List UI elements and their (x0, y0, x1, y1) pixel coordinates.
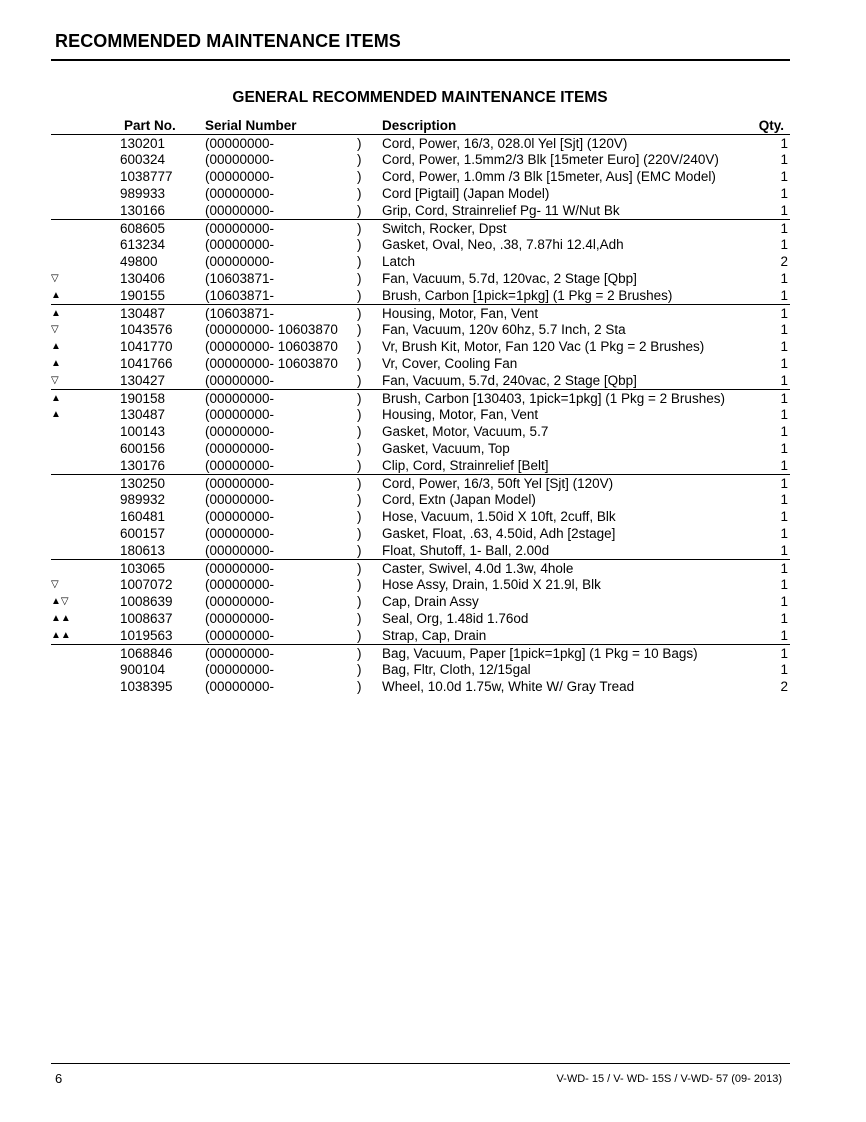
serial-close-paren: ) (357, 322, 362, 337)
table-row (51, 457, 790, 474)
part-number: 160481 (120, 509, 166, 524)
row-marker: ▽ (51, 273, 59, 284)
serial-number: (00000000- (205, 169, 275, 184)
part-number: 190158 (120, 391, 166, 406)
serial-number: (00000000- (205, 509, 275, 524)
table-row (51, 389, 790, 406)
quantity: 1 (780, 646, 788, 661)
serial-number: (00000000- (205, 526, 275, 541)
description: Vr, Cover, Cooling Fan (382, 356, 518, 371)
part-number: 1038777 (120, 169, 173, 184)
serial-close-paren: ) (357, 306, 362, 321)
quantity: 1 (780, 322, 788, 337)
description: Hose, Vacuum, 1.50id X 10ft, 2cuff, Blk (382, 509, 616, 524)
serial-number: (10603871- (205, 306, 275, 321)
description: Gasket, Float, .63, 4.50id, Adh [2stage] (382, 526, 616, 541)
serial-number: (00000000- (205, 577, 275, 592)
table-row (51, 168, 790, 185)
column-header-part: Part No. (124, 118, 176, 133)
part-number: 1038395 (120, 679, 173, 694)
description: Strap, Cap, Drain (382, 628, 487, 643)
serial-close-paren: ) (357, 543, 362, 558)
part-number: 900104 (120, 662, 166, 677)
quantity: 1 (780, 561, 788, 576)
row-marker: ▽ (51, 579, 59, 590)
serial-close-paren: ) (357, 203, 362, 218)
quantity: 2 (780, 254, 788, 269)
serial-number: (00000000- (205, 492, 275, 507)
part-number: 600157 (120, 526, 166, 541)
serial-number: (00000000- (205, 186, 275, 201)
description: Housing, Motor, Fan, Vent (382, 306, 539, 321)
quantity: 1 (780, 577, 788, 592)
serial-close-paren: ) (357, 254, 362, 269)
column-header-serial: Serial Number (205, 118, 297, 133)
serial-number: (00000000- (205, 662, 275, 677)
table-header-row (51, 117, 790, 134)
quantity: 1 (780, 288, 788, 303)
table-row (51, 338, 790, 355)
serial-number: (00000000- (205, 254, 275, 269)
part-number: 130427 (120, 373, 166, 388)
quantity: 1 (780, 203, 788, 218)
table-row (51, 423, 790, 440)
serial-close-paren: ) (357, 476, 362, 491)
serial-close-paren: ) (357, 169, 362, 184)
description: Cord, Power, 1.0mm /3 Blk [15meter, Aus] (EMC Model) (382, 169, 716, 184)
quantity: 1 (780, 136, 788, 151)
part-number: 1041770 (120, 339, 173, 354)
serial-close-paren: ) (357, 577, 362, 592)
serial-number: (10603871- (205, 271, 275, 286)
serial-number: (00000000- (205, 561, 275, 576)
part-number: 600156 (120, 441, 166, 456)
quantity: 1 (780, 271, 788, 286)
part-number: 989933 (120, 186, 166, 201)
serial-close-paren: ) (357, 424, 362, 439)
quantity: 1 (780, 391, 788, 406)
serial-number: (00000000- (205, 136, 275, 151)
part-number: 100143 (120, 424, 166, 439)
row-marker: ▲ (51, 358, 61, 369)
description: Cord [Pigtail] (Japan Model) (382, 186, 550, 201)
description: Wheel, 10.0d 1.75w, White W/ Gray Tread (382, 679, 635, 694)
table-row (51, 236, 790, 253)
description: Caster, Swivel, 4.0d 1.3w, 4hole (382, 561, 574, 576)
serial-close-paren: ) (357, 356, 362, 371)
description: Fan, Vacuum, 5.7d, 120vac, 2 Stage [Qbp] (382, 271, 637, 286)
row-marker: ▲▲ (51, 613, 71, 624)
serial-close-paren: ) (357, 646, 362, 661)
part-number: 600324 (120, 152, 166, 167)
description: Bag, Fltr, Cloth, 12/15gal (382, 662, 531, 677)
column-header-description: Description (382, 118, 457, 133)
table-row (51, 508, 790, 525)
serial-number: (00000000- (205, 152, 275, 167)
description: Cord, Extn (Japan Model) (382, 492, 536, 507)
serial-close-paren: ) (357, 458, 362, 473)
serial-number: (00000000- (205, 611, 275, 626)
description: Brush, Carbon [1pick=1pkg] (1 Pkg = 2 Brushes) (382, 288, 673, 303)
serial-close-paren: ) (357, 561, 362, 576)
row-marker: ▲▲ (51, 630, 71, 641)
parts-table (51, 117, 790, 695)
serial-close-paren: ) (357, 152, 362, 167)
serial-close-paren: ) (357, 611, 362, 626)
serial-number: (00000000- 10603870 (205, 322, 338, 337)
serial-close-paren: ) (357, 373, 362, 388)
serial-number: (00000000- 10603870 (205, 356, 338, 371)
document-reference: V-WD- 15 / V- WD- 15S / V-WD- 57 (09- 2013) (556, 1073, 782, 1085)
part-number: 1019563 (120, 628, 173, 643)
table-row (51, 134, 790, 151)
quantity: 1 (780, 509, 788, 524)
part-number: 1008637 (120, 611, 173, 626)
description: Vr, Brush Kit, Motor, Fan 120 Vac (1 Pkg = 2 Brushes) (382, 339, 705, 354)
serial-close-paren: ) (357, 526, 362, 541)
description: Seal, Org, 1.48id 1.76od (382, 611, 529, 626)
quantity: 1 (780, 373, 788, 388)
row-marker: ▲ (51, 393, 61, 404)
table-row (51, 491, 790, 508)
column-header-qty: Qty. (758, 118, 784, 133)
table-row (51, 610, 790, 627)
part-number: 1041766 (120, 356, 173, 371)
serial-close-paren: ) (357, 136, 362, 151)
table-row (51, 304, 790, 321)
table-row (51, 644, 790, 661)
description: Fan, Vacuum, 120v 60hz, 5.7 Inch, 2 Sta (382, 322, 626, 337)
description: Cap, Drain Assy (382, 594, 479, 609)
part-number: 1043576 (120, 322, 173, 337)
serial-close-paren: ) (357, 288, 362, 303)
table-body (51, 134, 790, 695)
table-row (51, 287, 790, 304)
quantity: 1 (780, 662, 788, 677)
description: Housing, Motor, Fan, Vent (382, 407, 539, 422)
quantity: 1 (780, 186, 788, 201)
description: Brush, Carbon [130403, 1pick=1pkg] (1 Pkg = 2 Brushes) (382, 391, 725, 406)
quantity: 1 (780, 356, 788, 371)
quantity: 1 (780, 526, 788, 541)
serial-close-paren: ) (357, 492, 362, 507)
footer-divider (51, 1063, 790, 1064)
part-number: 1068846 (120, 646, 173, 661)
table-row (51, 253, 790, 270)
quantity: 1 (780, 339, 788, 354)
serial-close-paren: ) (357, 594, 362, 609)
row-marker: ▲ (51, 409, 61, 420)
table-row (51, 525, 790, 542)
description: Cord, Power, 16/3, 028.0l Yel [Sjt] (120V) (382, 136, 628, 151)
table-row (51, 151, 790, 168)
serial-close-paren: ) (357, 509, 362, 524)
table-row (51, 372, 790, 389)
table-row (51, 559, 790, 576)
serial-number: (10603871- (205, 288, 275, 303)
serial-close-paren: ) (357, 679, 362, 694)
table-row (51, 355, 790, 372)
description: Fan, Vacuum, 5.7d, 240vac, 2 Stage [Qbp] (382, 373, 637, 388)
page-title: RECOMMENDED MAINTENANCE ITEMS (55, 31, 401, 51)
description: Switch, Rocker, Dpst (382, 221, 507, 236)
row-marker: ▽ (51, 324, 59, 335)
quantity: 1 (780, 441, 788, 456)
description: Cord, Power, 1.5mm2/3 Blk [15meter Euro] (220V/240V) (382, 152, 719, 167)
quantity: 1 (780, 458, 788, 473)
quantity: 1 (780, 152, 788, 167)
serial-number: (00000000- (205, 203, 275, 218)
part-number: 180613 (120, 543, 166, 558)
table-row (51, 440, 790, 457)
quantity: 1 (780, 407, 788, 422)
table-row (51, 678, 790, 695)
description: Hose Assy, Drain, 1.50id X 21.9l, Blk (382, 577, 601, 592)
quantity: 1 (780, 424, 788, 439)
part-number: 130406 (120, 271, 166, 286)
page-number: 6 (55, 1071, 63, 1086)
table-row (51, 219, 790, 236)
serial-close-paren: ) (357, 237, 362, 252)
description: Gasket, Motor, Vacuum, 5.7 (382, 424, 549, 439)
quantity: 1 (780, 476, 788, 491)
serial-close-paren: ) (357, 271, 362, 286)
serial-close-paren: ) (357, 339, 362, 354)
serial-close-paren: ) (357, 391, 362, 406)
description: Grip, Cord, Strainrelief Pg- 11 W/Nut Bk (382, 203, 620, 218)
serial-number: (00000000- (205, 679, 275, 694)
part-number: 130166 (120, 203, 166, 218)
description: Gasket, Vacuum, Top (382, 441, 510, 456)
description: Clip, Cord, Strainrelief [Belt] (382, 458, 549, 473)
part-number: 608605 (120, 221, 166, 236)
table-row (51, 661, 790, 678)
serial-number: (00000000- 10603870 (205, 339, 338, 354)
table-row (51, 202, 790, 219)
quantity: 1 (780, 221, 788, 236)
serial-number: (00000000- (205, 441, 275, 456)
serial-close-paren: ) (357, 441, 362, 456)
part-number: 130487 (120, 407, 166, 422)
quantity: 1 (780, 628, 788, 643)
serial-close-paren: ) (357, 221, 362, 236)
serial-close-paren: ) (357, 662, 362, 677)
part-number: 989932 (120, 492, 166, 507)
description: Bag, Vacuum, Paper [1pick=1pkg] (1 Pkg = 10 Bags) (382, 646, 698, 661)
quantity: 2 (780, 679, 788, 694)
quantity: 1 (780, 169, 788, 184)
part-number: 103065 (120, 561, 166, 576)
serial-number: (00000000- (205, 458, 275, 473)
quantity: 1 (780, 611, 788, 626)
serial-number: (00000000- (205, 424, 275, 439)
part-number: 190155 (120, 288, 166, 303)
serial-number: (00000000- (205, 407, 275, 422)
table-row (51, 474, 790, 491)
serial-number: (00000000- (205, 221, 275, 236)
row-marker: ▲▽ (51, 596, 69, 607)
part-number: 49800 (120, 254, 158, 269)
serial-number: (00000000- (205, 543, 275, 558)
part-number: 1007072 (120, 577, 173, 592)
table-row (51, 576, 790, 593)
part-number: 1008639 (120, 594, 173, 609)
table-row (51, 270, 790, 287)
header-divider (51, 59, 790, 61)
serial-number: (00000000- (205, 391, 275, 406)
quantity: 1 (780, 306, 788, 321)
quantity: 1 (780, 594, 788, 609)
description: Latch (382, 254, 416, 269)
row-marker: ▽ (51, 375, 59, 386)
table-row (51, 542, 790, 559)
table-row (51, 627, 790, 644)
row-marker: ▲ (51, 290, 61, 301)
serial-number: (00000000- (205, 646, 275, 661)
part-number: 613234 (120, 237, 166, 252)
serial-close-paren: ) (357, 628, 362, 643)
table-row (51, 321, 790, 338)
serial-number: (00000000- (205, 594, 275, 609)
description: Cord, Power, 16/3, 50ft Yel [Sjt] (120V) (382, 476, 614, 491)
serial-close-paren: ) (357, 186, 362, 201)
part-number: 130487 (120, 306, 166, 321)
part-number: 130176 (120, 458, 166, 473)
serial-number: (00000000- (205, 476, 275, 491)
quantity: 1 (780, 492, 788, 507)
section-title: GENERAL RECOMMENDED MAINTENANCE ITEMS (232, 89, 608, 106)
serial-number: (00000000- (205, 237, 275, 252)
table-row (51, 406, 790, 423)
table-row (51, 185, 790, 202)
serial-close-paren: ) (357, 407, 362, 422)
description: Float, Shutoff, 1- Ball, 2.00d (382, 543, 550, 558)
part-number: 130201 (120, 136, 166, 151)
serial-number: (00000000- (205, 373, 275, 388)
description: Gasket, Oval, Neo, .38, 7.87hi 12.4l,Adh (382, 237, 624, 252)
quantity: 1 (780, 237, 788, 252)
row-marker: ▲ (51, 341, 61, 352)
table-row (51, 593, 790, 610)
serial-number: (00000000- (205, 628, 275, 643)
quantity: 1 (780, 543, 788, 558)
row-marker: ▲ (51, 308, 61, 319)
part-number: 130250 (120, 476, 166, 491)
